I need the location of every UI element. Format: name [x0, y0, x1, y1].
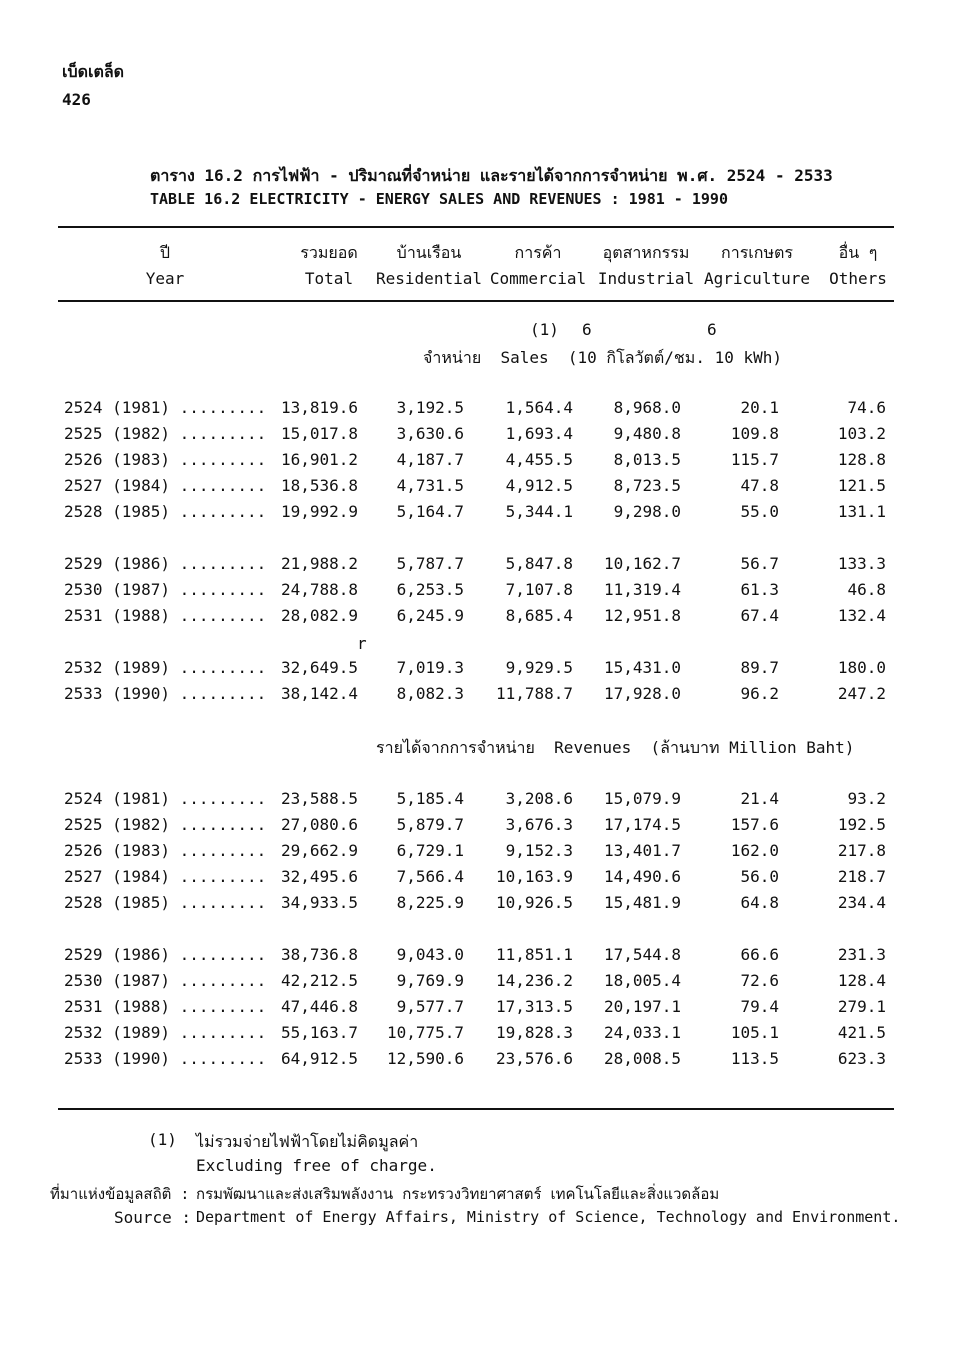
residential-cell: 6,729.1 — [396, 841, 464, 860]
column-header-english: Year — [145, 269, 185, 288]
table-title-thai: ตาราง 16.2 การไฟฟ้า - ปริมาณที่จำหน่าย และรายได้จากการจำหน่าย พ.ศ. 2524 - 2533 — [150, 166, 833, 185]
column-header-year — [120, 240, 210, 292]
residential-cell: 5,164.7 — [396, 502, 464, 521]
year-cell: 2531 (1988) ......... — [64, 997, 267, 1016]
column-header-commercial — [488, 240, 588, 292]
others-cell: 128.8 — [837, 450, 886, 469]
commercial-cell: 14,236.2 — [495, 971, 573, 990]
column-header-english: Total — [304, 269, 354, 288]
column-header-english: Agriculture — [704, 269, 810, 288]
column-header-others — [820, 240, 896, 292]
agriculture-cell: 157.6 — [730, 815, 779, 834]
industrial-cell: 17,174.5 — [603, 815, 681, 834]
agriculture-cell: 66.6 — [740, 945, 779, 964]
industrial-cell: 20,197.1 — [603, 997, 681, 1016]
industrial-cell: 17,928.0 — [603, 684, 681, 703]
total-cell: 23,588.5 — [280, 789, 358, 808]
others-cell: 279.1 — [837, 997, 886, 1016]
year-cell: 2528 (1985) ......... — [64, 502, 267, 521]
year-cell: 2531 (1988) ......... — [64, 606, 267, 625]
residential-cell: 8,225.9 — [396, 893, 464, 912]
commercial-cell: 4,912.5 — [505, 476, 573, 495]
year-cell: 2525 (1982) ......... — [64, 424, 267, 443]
industrial-cell: 17,544.8 — [603, 945, 681, 964]
table-row — [0, 945, 966, 971]
source-english-label: Source : — [114, 1208, 192, 1227]
others-cell: 218.7 — [837, 867, 886, 886]
total-cell: 21,988.2 — [280, 554, 358, 573]
commercial-cell: 11,788.7 — [495, 684, 573, 703]
agriculture-cell: 56.7 — [740, 554, 779, 573]
table-row — [0, 789, 966, 815]
year-cell: 2533 (1990) ......... — [64, 684, 267, 703]
commercial-cell: 23,576.6 — [495, 1049, 573, 1068]
footnote-ref: (1) — [148, 1130, 177, 1149]
year-cell: 2524 (1981) ......... — [64, 398, 267, 417]
residential-cell: 4,731.5 — [396, 476, 464, 495]
others-cell: 247.2 — [837, 684, 886, 703]
residential-cell: 7,019.3 — [396, 658, 464, 677]
source-thai: กรมพัฒนาและส่งเสริมพลังงาน กระทรวงวิทยาศาสตร์ เทคโนโลยีและสิ่งแวดล้อม — [196, 1185, 720, 1203]
commercial-cell: 9,152.3 — [505, 841, 573, 860]
commercial-cell: 11,851.1 — [495, 945, 573, 964]
year-cell: 2527 (1984) ......... — [64, 476, 267, 495]
agriculture-cell: 89.7 — [740, 658, 779, 677]
year-cell: 2529 (1986) ......... — [64, 945, 267, 964]
others-cell: 128.4 — [837, 971, 886, 990]
table-row — [0, 658, 966, 684]
table-row — [0, 867, 966, 893]
others-cell: 421.5 — [837, 1023, 886, 1042]
residential-cell: 9,043.0 — [396, 945, 464, 964]
year-cell: 2526 (1983) ......... — [64, 841, 267, 860]
commercial-cell: 4,455.5 — [505, 450, 573, 469]
revised-mark: r — [357, 634, 367, 653]
header-rule — [58, 300, 894, 302]
total-cell: 24,788.8 — [280, 580, 358, 599]
agriculture-cell: 79.4 — [740, 997, 779, 1016]
total-cell: 64,912.5 — [280, 1049, 358, 1068]
table-row — [0, 450, 966, 476]
table-row — [0, 971, 966, 997]
residential-cell: 4,187.7 — [396, 450, 464, 469]
total-cell: 34,933.5 — [280, 893, 358, 912]
column-header-residential — [374, 240, 484, 292]
others-cell: 234.4 — [837, 893, 886, 912]
total-cell: 32,495.6 — [280, 867, 358, 886]
table-row — [0, 684, 966, 710]
footnote-thai: ไม่รวมจ่ายไฟฟ้าโดยไม่คิดมูลค่า — [196, 1132, 419, 1151]
year-cell: 2532 (1989) ......... — [64, 658, 267, 677]
others-cell: 192.5 — [837, 815, 886, 834]
commercial-cell: 19,828.3 — [495, 1023, 573, 1042]
column-header-thai: การเกษตร — [721, 243, 793, 262]
others-cell: 103.2 — [837, 424, 886, 443]
year-cell: 2527 (1984) ......... — [64, 867, 267, 886]
commercial-cell: 7,107.8 — [505, 580, 573, 599]
column-header-thai: ปี — [159, 243, 171, 262]
industrial-cell: 11,319.4 — [603, 580, 681, 599]
industrial-cell: 28,008.5 — [603, 1049, 681, 1068]
bottom-rule — [58, 1108, 894, 1110]
commercial-cell: 9,929.5 — [505, 658, 573, 677]
others-cell: 623.3 — [837, 1049, 886, 1068]
residential-cell: 5,185.4 — [396, 789, 464, 808]
industrial-cell: 8,723.5 — [613, 476, 681, 495]
residential-cell: 7,566.4 — [396, 867, 464, 886]
residential-cell: 12,590.6 — [386, 1049, 464, 1068]
table-row — [0, 1049, 966, 1075]
commercial-cell: 3,208.6 — [505, 789, 573, 808]
industrial-cell: 15,431.0 — [603, 658, 681, 677]
residential-cell: 3,630.6 — [396, 424, 464, 443]
residential-cell: 3,192.5 — [396, 398, 464, 417]
year-cell: 2528 (1985) ......... — [64, 893, 267, 912]
year-cell: 2533 (1990) ......... — [64, 1049, 267, 1068]
total-cell: 13,819.6 — [280, 398, 358, 417]
commercial-cell: 1,564.4 — [505, 398, 573, 417]
commercial-cell: 5,847.8 — [505, 554, 573, 573]
agriculture-cell: 162.0 — [730, 841, 779, 860]
total-cell: 18,536.8 — [280, 476, 358, 495]
total-cell: 55,163.7 — [280, 1023, 358, 1042]
residential-cell: 6,253.5 — [396, 580, 464, 599]
column-header-thai: บ้านเรือน — [396, 243, 462, 262]
agriculture-cell: 105.1 — [730, 1023, 779, 1042]
total-cell: 15,017.8 — [280, 424, 358, 443]
table-row — [0, 893, 966, 919]
table-title-english: TABLE 16.2 ELECTRICITY - ENERGY SALES AND REVENUES : 1981 - 1990 — [150, 190, 728, 208]
table-row — [0, 997, 966, 1023]
agriculture-cell: 115.7 — [730, 450, 779, 469]
agriculture-cell: 96.2 — [740, 684, 779, 703]
table-row — [0, 606, 966, 632]
page-number: 426 — [62, 90, 91, 109]
commercial-cell: 17,313.5 — [495, 997, 573, 1016]
residential-cell: 9,577.7 — [396, 997, 464, 1016]
column-header-english: Residential — [376, 269, 482, 288]
industrial-cell: 8,013.5 — [613, 450, 681, 469]
column-header-total — [284, 240, 374, 292]
agriculture-cell: 109.8 — [730, 424, 779, 443]
total-cell: 27,080.6 — [280, 815, 358, 834]
others-cell: 46.8 — [847, 580, 886, 599]
residential-cell: 6,245.9 — [396, 606, 464, 625]
residential-cell: 5,879.7 — [396, 815, 464, 834]
column-header-industrial — [596, 240, 696, 292]
residential-cell: 5,787.7 — [396, 554, 464, 573]
table-row — [0, 580, 966, 606]
total-cell: 28,082.9 — [280, 606, 358, 625]
others-cell: 121.5 — [837, 476, 886, 495]
year-cell: 2529 (1986) ......... — [64, 554, 267, 573]
sales-exponent-right: 6 — [707, 320, 717, 339]
top-rule — [58, 226, 894, 228]
industrial-cell: 12,951.8 — [603, 606, 681, 625]
year-cell: 2526 (1983) ......... — [64, 450, 267, 469]
column-header-thai: อื่น ๆ — [838, 243, 878, 262]
table-row — [0, 841, 966, 867]
agriculture-cell: 56.0 — [740, 867, 779, 886]
source-english: Department of Energy Affairs, Ministry of Science, Technology and Environment. — [196, 1208, 901, 1226]
column-header-thai: อุตสาหกรรม — [602, 243, 690, 262]
year-cell: 2524 (1981) ......... — [64, 789, 267, 808]
table-row — [0, 476, 966, 502]
industrial-cell: 9,298.0 — [613, 502, 681, 521]
total-cell: 38,142.4 — [280, 684, 358, 703]
table-row — [0, 815, 966, 841]
column-header-thai: การค้า — [514, 243, 562, 262]
revenues-section-label: รายได้จากการจำหน่าย Revenues (ล้านบาท Million Baht) — [376, 738, 855, 757]
agriculture-cell: 61.3 — [740, 580, 779, 599]
column-header-english: Others — [829, 269, 887, 288]
industrial-cell: 15,079.9 — [603, 789, 681, 808]
table-row — [0, 1023, 966, 1049]
book-section-title: เบ็ดเตล็ด — [62, 62, 125, 81]
commercial-cell: 3,676.3 — [505, 815, 573, 834]
agriculture-cell: 55.0 — [740, 502, 779, 521]
industrial-cell: 18,005.4 — [603, 971, 681, 990]
commercial-cell: 8,685.4 — [505, 606, 573, 625]
agriculture-cell: 64.8 — [740, 893, 779, 912]
industrial-cell: 10,162.7 — [603, 554, 681, 573]
table-row — [0, 424, 966, 450]
industrial-cell: 15,481.9 — [603, 893, 681, 912]
table-row — [0, 398, 966, 424]
total-cell: 42,212.5 — [280, 971, 358, 990]
year-cell: 2532 (1989) ......... — [64, 1023, 267, 1042]
others-cell: 180.0 — [837, 658, 886, 677]
others-cell: 217.8 — [837, 841, 886, 860]
industrial-cell: 13,401.7 — [603, 841, 681, 860]
industrial-cell: 14,490.6 — [603, 867, 681, 886]
year-cell: 2530 (1987) ......... — [64, 580, 267, 599]
residential-cell: 8,082.3 — [396, 684, 464, 703]
column-header-english: Commercial — [489, 269, 587, 288]
sales-section-label: จำหน่าย Sales (10 กิโลวัตต์/ชม. 10 kWh) — [423, 348, 783, 367]
agriculture-cell: 113.5 — [730, 1049, 779, 1068]
total-cell: 32,649.5 — [280, 658, 358, 677]
commercial-cell: 10,163.9 — [495, 867, 573, 886]
agriculture-cell: 47.8 — [740, 476, 779, 495]
agriculture-cell: 21.4 — [740, 789, 779, 808]
table-row — [0, 502, 966, 528]
others-cell: 74.6 — [847, 398, 886, 417]
total-cell: 16,901.2 — [280, 450, 358, 469]
year-cell: 2525 (1982) ......... — [64, 815, 267, 834]
others-cell: 132.4 — [837, 606, 886, 625]
residential-cell: 9,769.9 — [396, 971, 464, 990]
agriculture-cell: 20.1 — [740, 398, 779, 417]
column-header-english: Industrial — [597, 269, 695, 288]
total-cell: 47,446.8 — [280, 997, 358, 1016]
total-cell: 29,662.9 — [280, 841, 358, 860]
industrial-cell: 8,968.0 — [613, 398, 681, 417]
industrial-cell: 9,480.8 — [613, 424, 681, 443]
table-row — [0, 554, 966, 580]
total-cell: 19,992.9 — [280, 502, 358, 521]
sales-note-ref: (1) — [530, 320, 559, 339]
commercial-cell: 1,693.4 — [505, 424, 573, 443]
total-cell: 38,736.8 — [280, 945, 358, 964]
source-thai-label: ที่มาแห่งข้อมูลสถิติ : — [50, 1185, 190, 1203]
sales-exponent-left: 6 — [582, 320, 592, 339]
residential-cell: 10,775.7 — [386, 1023, 464, 1042]
agriculture-cell: 67.4 — [740, 606, 779, 625]
others-cell: 231.3 — [837, 945, 886, 964]
industrial-cell: 24,033.1 — [603, 1023, 681, 1042]
others-cell: 131.1 — [837, 502, 886, 521]
footnote-english: Excluding free of charge. — [196, 1156, 437, 1175]
year-cell: 2530 (1987) ......... — [64, 971, 267, 990]
commercial-cell: 5,344.1 — [505, 502, 573, 521]
others-cell: 93.2 — [847, 789, 886, 808]
agriculture-cell: 72.6 — [740, 971, 779, 990]
column-header-thai: รวมยอด — [300, 243, 358, 262]
commercial-cell: 10,926.5 — [495, 893, 573, 912]
others-cell: 133.3 — [837, 554, 886, 573]
column-header-agriculture — [702, 240, 812, 292]
